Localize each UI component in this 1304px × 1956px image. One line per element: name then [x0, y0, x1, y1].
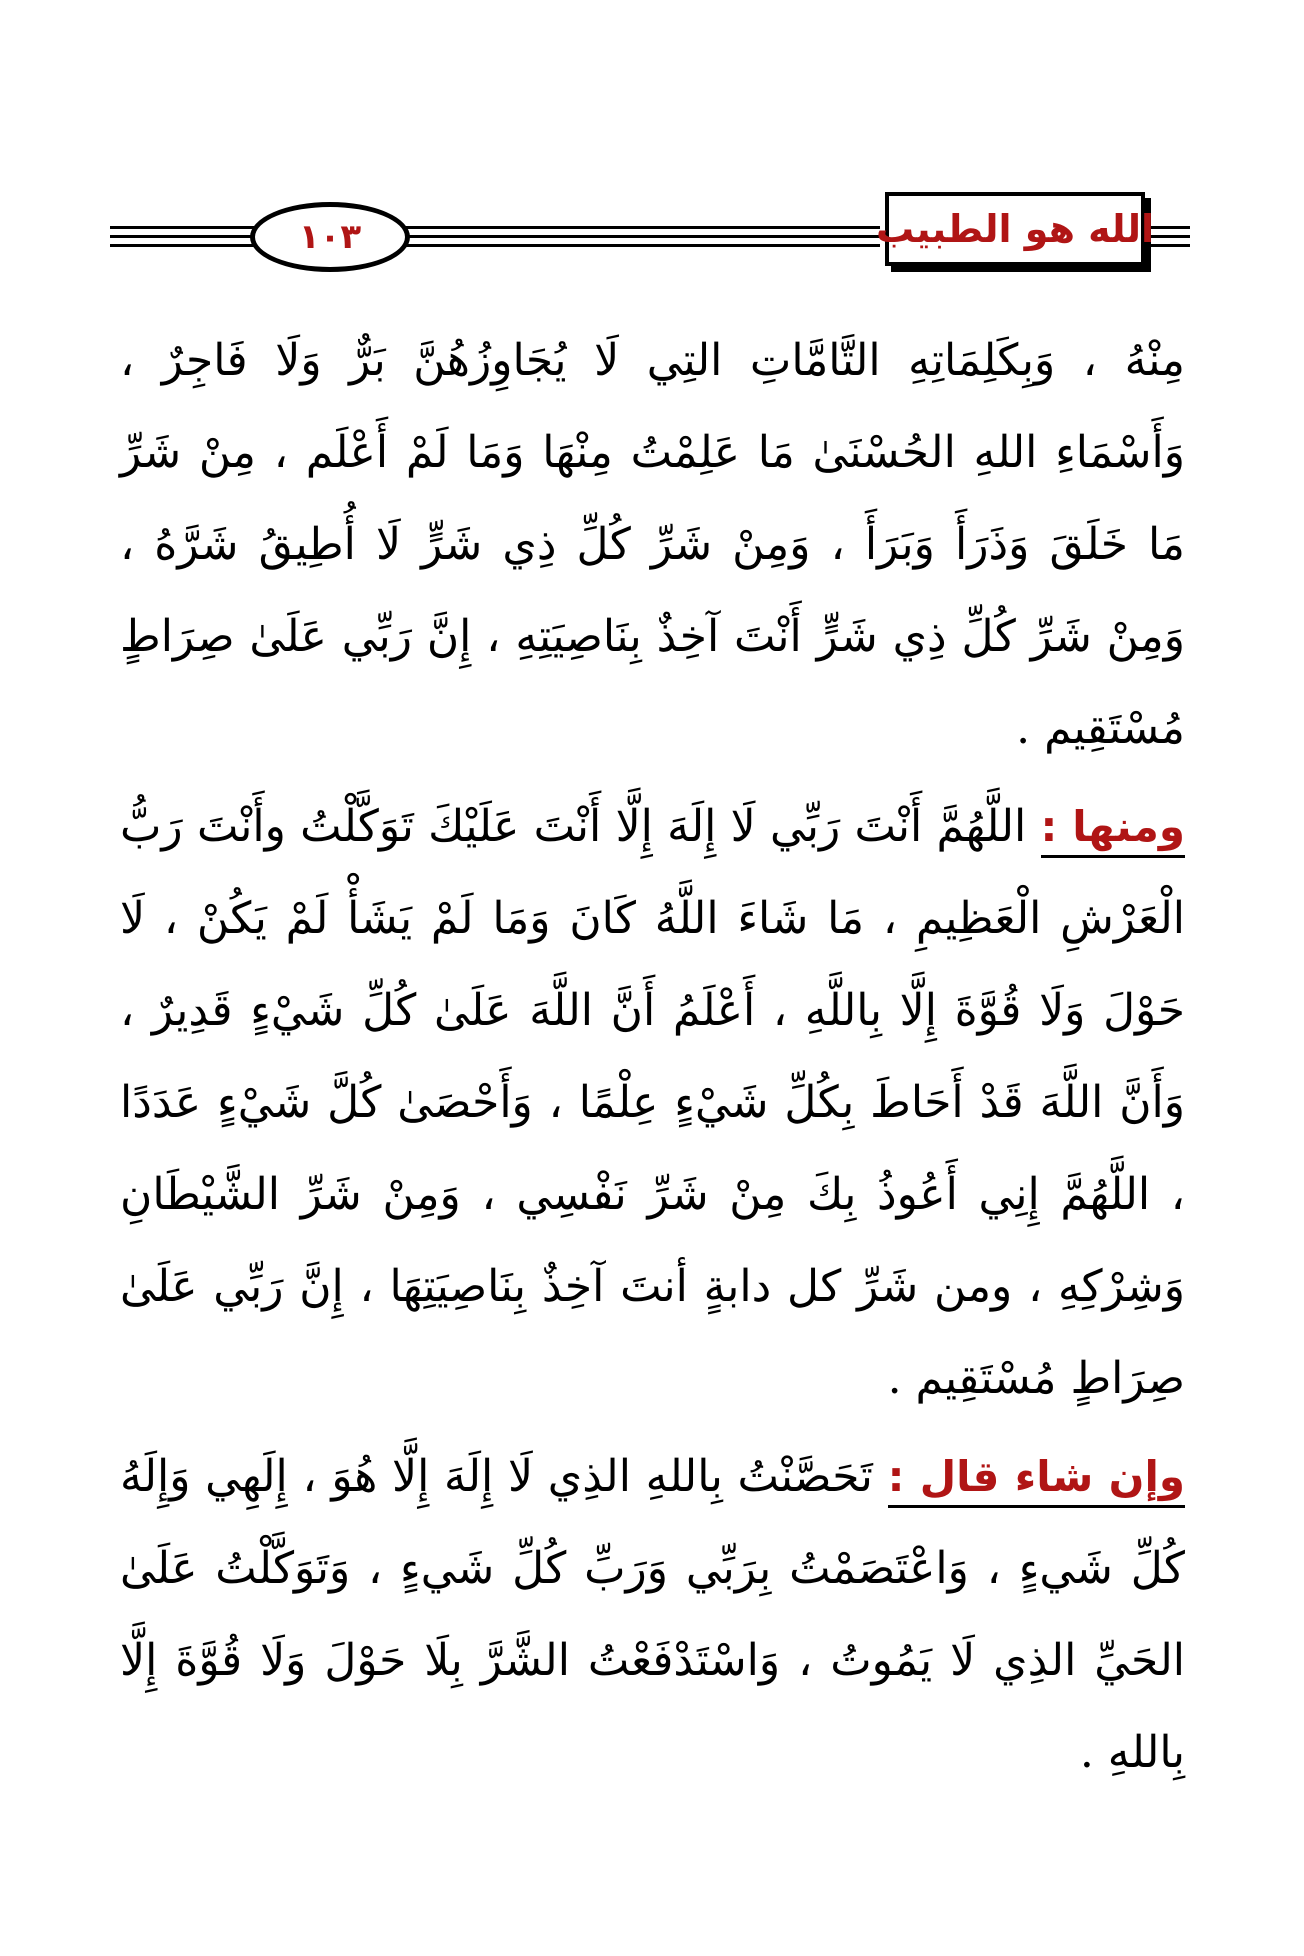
header-rule — [400, 235, 880, 238]
header-rule — [110, 235, 260, 238]
page-number: ١٠٣ — [298, 217, 362, 257]
paragraph-text: مِنْهُ ، وَبِكَلِمَاتِهِ التَّامَّاتِ التِي لَا يُجَاوِزُهُنَّ بَرٌّ وَلَا فَاجِرٌ ، وَأَسْمَاءِ اللهِ الحُسْنَىٰ مَا عَلِمْتُ مِنْهَا وَمَا لَمْ أَعْلَم ، مِنْ شَرِّ مَا خَلَقَ وَذَرَأَ وَبَرَأَ ، وَمِنْ شَرِّ كُلِّ ذِي شَرٍّ لَا أُطِيقُ شَرَّهُ ، وَمِنْ شَرِّ كُلِّ ذِي شَرٍّ أَنْتَ آخِذٌ بِنَاصِيَتِهِ ، إِنَّ رَبِّي عَلَىٰ صِرَاطٍ مُسْتَقِيم . — [120, 335, 1185, 754]
header-rule — [400, 226, 880, 229]
paragraph — [120, 781, 1185, 1425]
paragraph-label: وإن شاء قال : — [888, 1452, 1185, 1508]
paragraph-text: تَحَصَّنْتُ بِاللهِ الذِي لَا إِلَهَ إِلَّا هُوَ ، إِلَهِي وَإِلَهُ كُلِّ شَيءٍ ، وَاعْتَصَمْتُ بِرَبِّي وَرَبِّ كُلِّ شَيءٍ ، وَتَوَكَّلْتُ عَلَىٰ الحَيِّ الذِي لَا يَمُوتُ ، وَاسْتَدْفَعْتُ الشَّرَّ بِلَا حَوْلَ وَلَا قُوَّةَ إِلَّا بِاللهِ . — [120, 1451, 1185, 1778]
paragraph-text: اللَّهُمَّ أَنْتَ رَبِّي لَا إِلَهَ إِلَّا أَنْتَ عَلَيْكَ تَوَكَّلْتُ وأَنْتَ رَبُّ الْعَرْشِ الْعَظِيمِ ، مَا شَاءَ اللَّهُ كَانَ وَمَا لَمْ يَشَأْ لَمْ يَكُنْ ، لَا حَوْلَ وَلَا قُوَّةَ إِلَّا بِاللَّهِ ، أَعْلَمُ أَنَّ اللَّهَ عَلَىٰ كُلِّ شَيْءٍ قَدِيرٌ ، وَأَنَّ اللَّهَ قَدْ أَحَاطَ بِكُلِّ شَيْءٍ عِلْمًا ، وَأَحْصَىٰ كُلَّ شَيْءٍ عَدَدًا ، اللَّهُمَّ إِنِي أَعُوذُ بِكَ مِنْ شَرِّ نَفْسِي ، وَمِنْ شَرِّ الشَّيْطَانِ وَشِرْكِهِ ، ومن شَرِّ كل دابةٍ أنتَ آخِذٌ بِنَاصِيَتِهَا ، إِنَّ رَبِّي عَلَىٰ صِرَاطٍ مُسْتَقِيم . — [120, 801, 1185, 1404]
page-number-badge — [250, 202, 410, 272]
page-header — [110, 190, 1190, 280]
paragraph — [120, 1431, 1185, 1799]
chapter-title: الله هو الطبيب — [875, 207, 1155, 251]
paragraph — [120, 315, 1185, 775]
page-body — [120, 315, 1185, 1805]
header-rule — [110, 226, 260, 229]
paragraph-label: ومنها : — [1041, 802, 1185, 858]
header-rule — [400, 244, 880, 247]
chapter-title-box — [875, 192, 1155, 266]
header-rule — [110, 244, 260, 247]
